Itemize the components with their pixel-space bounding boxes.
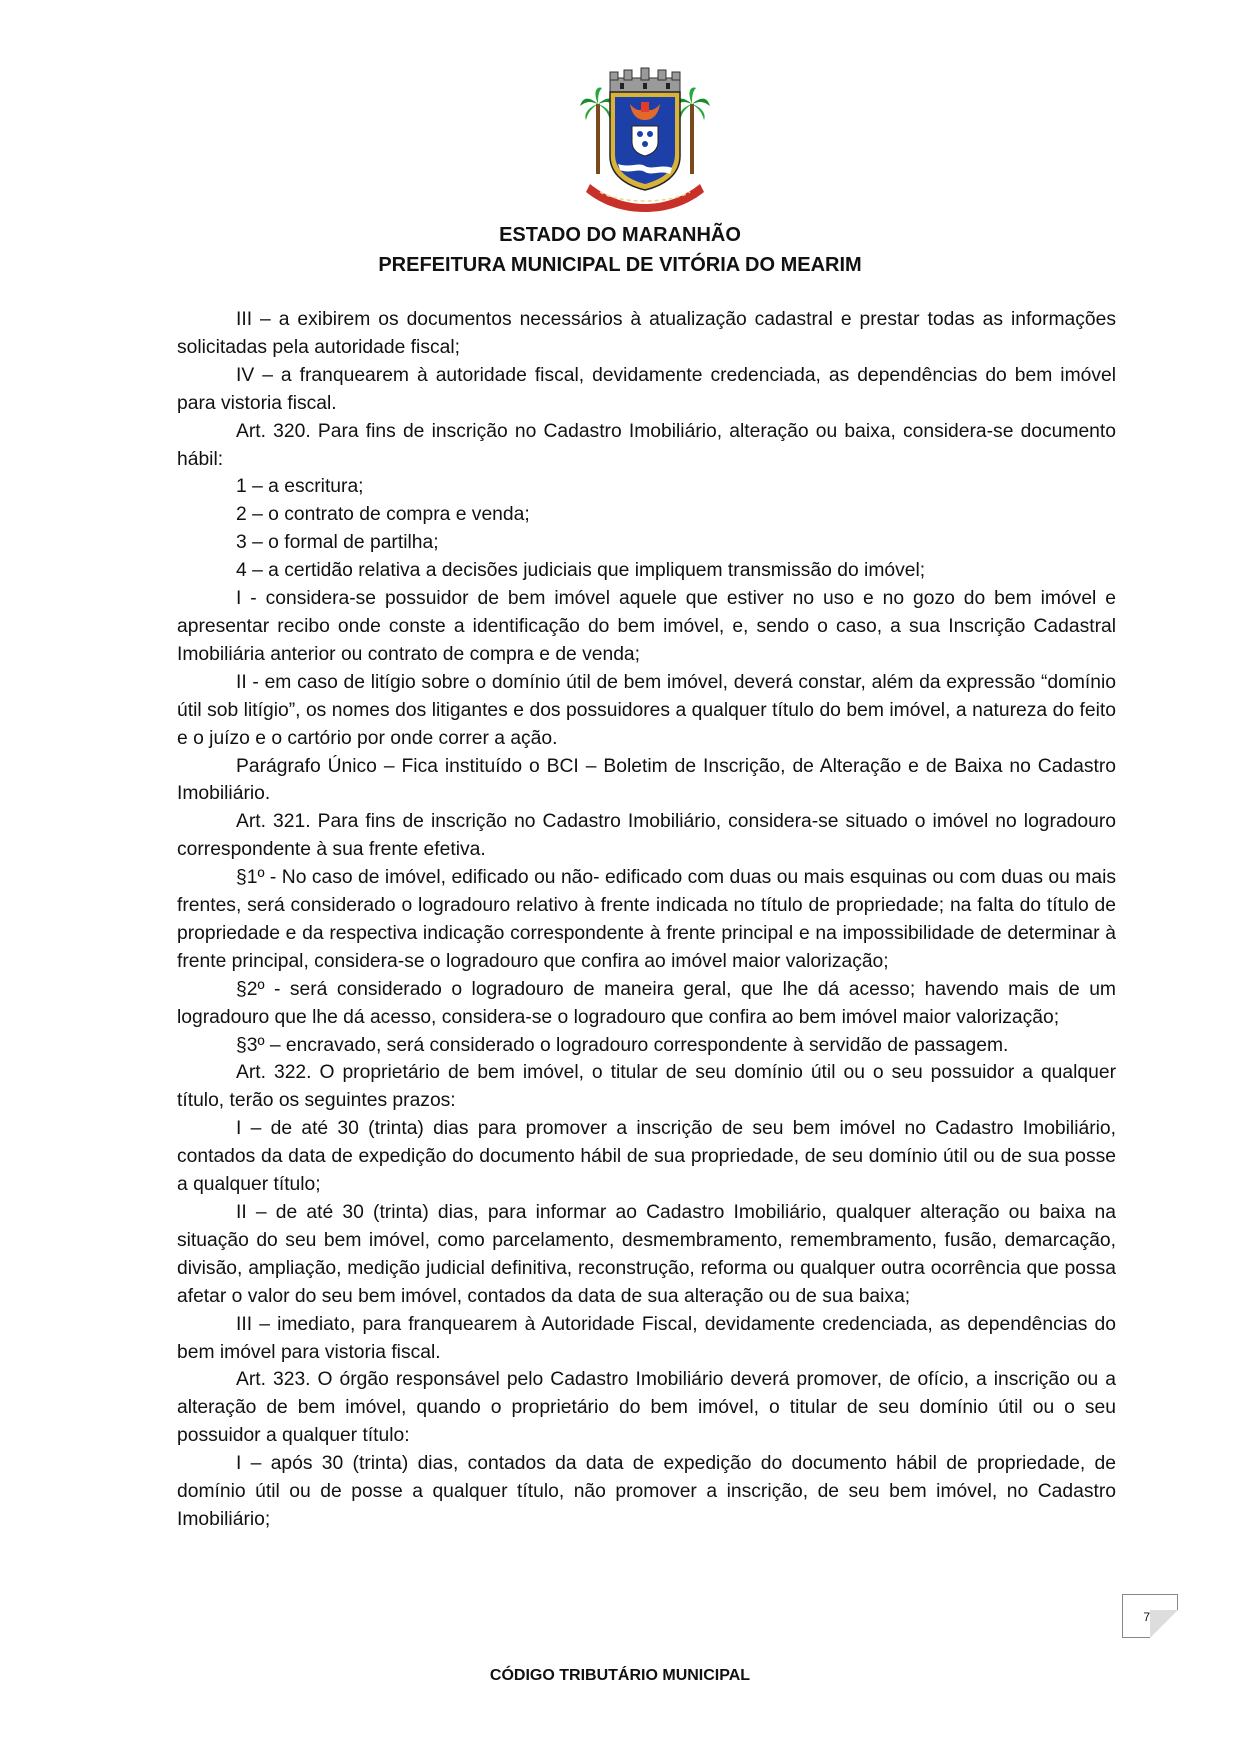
- paragraph: I – após 30 (trinta) dias, contados da data de expedição do documento hábil de propriedade, de domínio útil ou de posse a qualquer título, não promover a inscrição, de seu bem imóvel, no Cadastro Imobiliário;: [177, 1453, 1116, 1530]
- paragraph: III – imediato, para franquearem à Autoridade Fiscal, devidamente credenciada, as dependências do bem imóvel para vistoria fiscal.: [177, 1313, 1116, 1363]
- shield-icon: [610, 92, 680, 190]
- paragraph: IV – a franquearem à autoridade fiscal, devidamente credenciada, as dependências do bem imóvel para vistoria fiscal.: [177, 364, 1116, 414]
- page-curl-icon: [1150, 1610, 1178, 1638]
- paragraph: III – a exibirem os documentos necessários à atualização cadastral e prestar todas as informações solicitadas pela autoridade fiscal;: [177, 309, 1116, 358]
- paragraph: Art. 322. O proprietário de bem imóvel, o titular de seu domínio útil ou o seu possuidor a qualquer título, terão os seguintes prazos:: [177, 1062, 1116, 1112]
- paragraph: 3 – o formal de partilha;: [236, 532, 439, 554]
- paragraph: Parágrafo Único – Fica instituído o BCI – Boletim de Inscrição, de Alteração e de Baixa no Cadastro Imobiliário.: [177, 755, 1116, 805]
- paragraph: §3º – encravado, será considerado o logradouro correspondente à servidão de passagem.: [236, 1034, 1009, 1056]
- paragraph: §2º - será considerado o logradouro de maneira geral, que lhe dá acesso; havendo mais de um logradouro que lhe dá acesso, considera-se o logradouro que confira ao bem imóvel maior valorização;: [177, 978, 1116, 1028]
- mural-crown-icon: [610, 68, 680, 92]
- header-municipality-name: PREFEITURA MUNICIPAL DE VITÓRIA DO MEARIM: [378, 254, 862, 276]
- paragraph: Art. 323. O órgão responsável pelo Cadastro Imobiliário deverá promover, de ofício, a inscrição ou a alteração de bem imóvel, quando o proprietário do bem imóvel, o titular de seu domínio útil ou o seu possuidor a qualquer título:: [177, 1369, 1116, 1447]
- page-number: 73: [1143, 1610, 1157, 1624]
- paragraph: 2 – o contrato de compra e venda;: [236, 504, 530, 526]
- paragraph: 1 – a escritura;: [236, 476, 364, 498]
- footer-title: CÓDIGO TRIBUTÁRIO MUNICIPAL: [489, 1667, 751, 1684]
- header-state-name: ESTADO DO MARANHÃO: [499, 224, 741, 246]
- paragraph: II – de até 30 (trinta) dias, para informar ao Cadastro Imobiliário, qualquer alteração ou baixa na situação do seu bem imóvel, como parcelamento, desmembramento, remembramento, fusão, demarcação, divisão, ampliação, medição judicial definitiva, reconstrução, reforma ou qualquer outra ocorrência que possa afetar o valor do seu bem imóvel, contados da data de sua alteração ou de sua baixa;: [177, 1202, 1116, 1307]
- paragraph: Art. 321. Para fins de inscrição no Cadastro Imobiliário, considera-se situado o imóvel no logradouro correspondente à sua frente efetiva.: [177, 811, 1116, 861]
- page-number-box: [1122, 1594, 1178, 1638]
- paragraph: I - considera-se possuidor de bem imóvel aquele que estiver no uso e no gozo do bem imóvel e apresentar recibo onde conste a identificação do bem imóvel, e, sendo o caso, a sua Inscrição Cadastral Imobiliária anterior ou contrato de compra e de venda;: [177, 588, 1116, 665]
- document-body: [177, 306, 1116, 1534]
- paragraph: 4 – a certidão relativa a decisões judiciais que impliquem transmissão do imóvel;: [236, 560, 926, 582]
- paragraph: Art. 320. Para fins de inscrição no Cadastro Imobiliário, alteração ou baixa, considera-se documento hábil:: [177, 420, 1116, 470]
- paragraph: II - em caso de litígio sobre o domínio útil de bem imóvel, deverá constar, além da expressão “domínio útil sob litígio”, os nomes dos litigantes e dos possuidores a qualquer título do bem imóvel, a natureza do feito e o juízo e o cartório por onde correr a ação.: [177, 671, 1116, 749]
- paragraph: I – de até 30 (trinta) dias para promover a inscrição de seu bem imóvel no Cadastro Imobiliário, contados da data de expedição do documento hábil de sua propriedade, de seu domínio útil ou de sua posse a qualquer título;: [177, 1118, 1116, 1196]
- paragraph: §1º - No caso de imóvel, edificado ou não- edificado com duas ou mais esquinas ou com duas ou mais frentes, será considerado o logradouro relativo à frente indicada no título de propriedade; na falta do título de propriedade e da respectiva indicação correspondente à frente principal e na impossibilidade de determinar à frente principal, considera-se o logradouro que confira ao imóvel maior valorização;: [177, 867, 1116, 972]
- municipal-coat-of-arms: [580, 64, 710, 212]
